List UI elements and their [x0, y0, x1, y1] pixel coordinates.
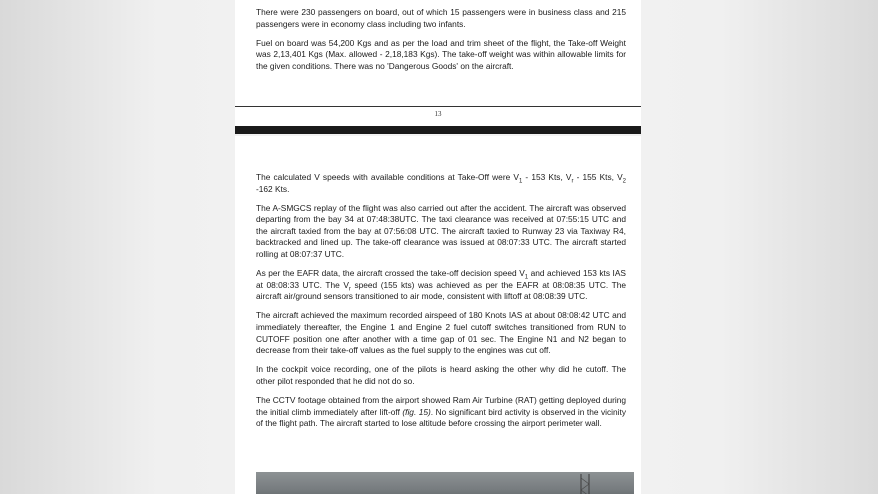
passengers-paragraph: There were 230 passengers on board, out of which 15 passengers were in business class and 215 passengers were in economy class including two infants.	[256, 7, 626, 29]
footer-rule	[235, 106, 641, 107]
cvr-paragraph: In the cockpit voice recording, one of the pilots is heard asking the other why did he cutoff. The other pilot responded that he did not do so.	[256, 364, 626, 386]
asmgcs-paragraph: The A-SMGCS replay of the flight was also carried out after the accident. The aircraft was observed departing from the bay 34 at 07:48:38UTC. The taxi clearance was received at 07:55:15 UTC and the aircraft taxied from the bay at 07:56:08 UTC. The aircraft taxied to Runway 23 via Taxiway R4, backtracked and lined up. The take-off clearance was issued at 08:07:33 UTC. The aircraft started rolling at 08:07:37 UTC.	[256, 202, 626, 260]
fuel-paragraph: Fuel on board was 54,200 Kgs and as per the load and trim sheet of the flight, the Take-off Weight was 2,13,401 Kgs (Max. allowed - 2,18,183 Kgs). The take-off weight was within allowable limits for the given conditions. There was no 'Dangerous Goods' on the aircraft.	[256, 37, 626, 71]
airspeed-paragraph: The aircraft achieved the maximum recorded airspeed of 180 Knots IAS at about 08:08:42 UTC and immediately thereafter, the Engine 1 and Engine 2 fuel cutoff switches transitioned from RUN to CUTOFF position one after another with a time gap of 01 sec. The Engine N1 and N2 began to decrease from their take-off values as the fuel supply to the engines was cut off.	[256, 310, 626, 356]
v-speeds-paragraph: The calculated V speeds with available conditions at Take-Off were $V_1 - 153$ Kts, $V_r - 155$ Kts, $V_2$ -162 Kts.	[256, 172, 627, 194]
lattice-tower-graphic	[578, 474, 592, 494]
page-break-bar	[235, 126, 641, 134]
cctv-photo	[256, 472, 634, 494]
page-number: 13	[434, 110, 442, 118]
document-page-bottom	[235, 136, 641, 494]
cctv-paragraph: The CCTV footage obtained from the airport showed Ram Air Turbine (RAT) getting deployed during the initial climb immediately after lift-off (fig. 15). No significant bird activity is observed in the vicinity of the flight path. The aircraft started to lose altitude before crossing the airport perimeter wall.	[256, 395, 626, 429]
eafr-paragraph: As per the EAFR data, the aircraft crossed the take-off decision speed $V_1$ and achieved 153 kts IAS at 08:08:33 UTC. The $V_r$ speed (155 kts) was achieved as per the EAFR at 08:08:35 UTC. The aircraft air/ground sensors transitioned to air mode, consistent with liftoff at 08:08:39 UTC.	[256, 268, 626, 302]
document-page-top	[235, 0, 641, 126]
